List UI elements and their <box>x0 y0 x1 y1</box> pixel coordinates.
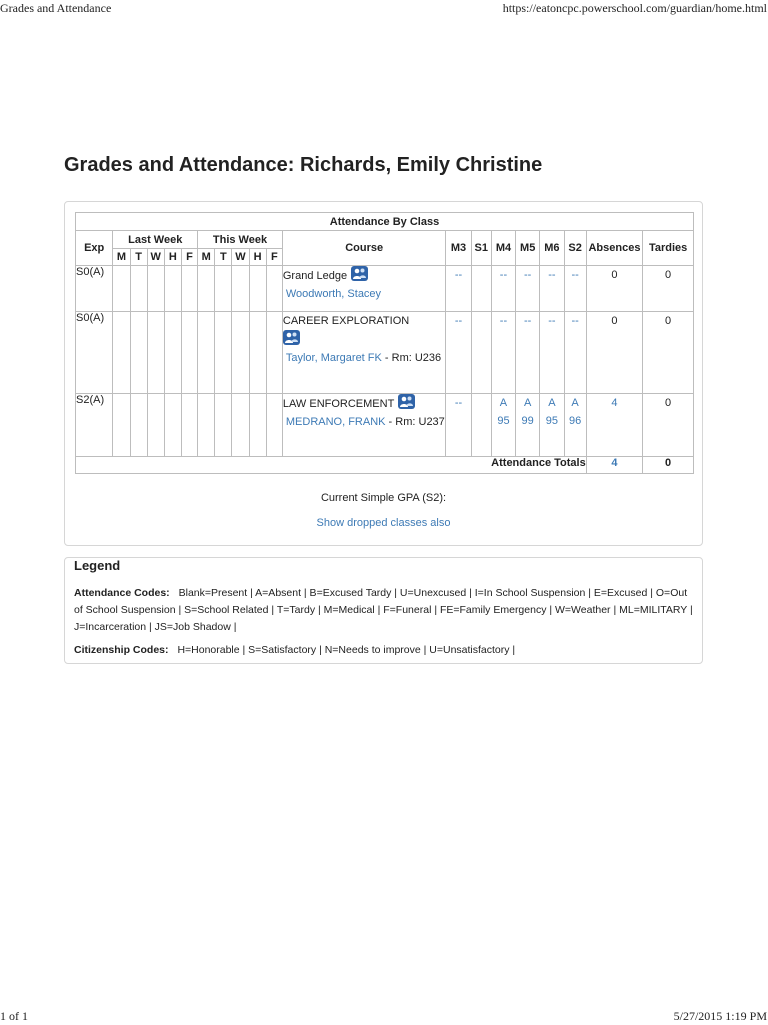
day-cell <box>249 394 266 457</box>
citizenship-codes <box>74 642 694 659</box>
grade-s2[interactable]: -- <box>564 266 586 312</box>
absences-cell: 0 <box>586 266 643 312</box>
header-m3: M3 <box>446 231 471 266</box>
total-absences[interactable]: 4 <box>586 457 643 474</box>
day-cell <box>164 266 181 312</box>
header-m4: M4 <box>491 231 515 266</box>
grade-percent: 95 <box>545 415 559 427</box>
day-cell <box>147 266 164 312</box>
day-header: H <box>164 249 181 266</box>
day-cell <box>130 312 147 394</box>
grade-letter: A <box>571 397 579 409</box>
grade-m5[interactable]: -- <box>516 266 540 312</box>
grade-m5[interactable]: -- <box>516 312 540 394</box>
grade-s2[interactable] <box>564 394 586 457</box>
print-footer-datetime: 5/27/2015 1:19 PM <box>673 1009 767 1023</box>
header-s1: S1 <box>471 231 491 266</box>
grade-s1 <box>471 312 491 394</box>
day-header: F <box>266 249 282 266</box>
teacher-email-icon[interactable] <box>283 330 300 345</box>
tardies-cell: 0 <box>643 312 694 394</box>
grade-m3[interactable]: -- <box>446 266 471 312</box>
header-m5: M5 <box>516 231 540 266</box>
citizenship-codes-text: H=Honorable | S=Satisfactory | N=Needs to improve | U=Unsatisfactory | <box>177 644 516 656</box>
day-cell <box>164 394 181 457</box>
day-cell <box>181 312 197 394</box>
grade-letter: A <box>524 397 532 409</box>
day-header: M <box>113 249 130 266</box>
table-row <box>76 266 694 312</box>
grade-m4[interactable] <box>491 394 515 457</box>
day-cell <box>249 312 266 394</box>
teacher-email-icon[interactable] <box>398 394 415 409</box>
exp-cell: S2(A) <box>76 394 113 457</box>
grade-letter: A <box>499 397 508 409</box>
teacher-link[interactable]: MEDRANO, FRANK <box>285 416 386 428</box>
grade-m3[interactable]: -- <box>446 312 471 394</box>
teacher-link[interactable]: Woodworth, Stacey <box>285 288 382 300</box>
course-name: Grand Ledge <box>282 270 348 282</box>
header-course: Course <box>282 231 446 266</box>
course-cell <box>282 394 446 457</box>
total-tardies: 0 <box>643 457 694 474</box>
print-footer <box>0 1009 768 1025</box>
day-cell <box>164 312 181 394</box>
absences-cell[interactable]: 4 <box>586 394 643 457</box>
day-cell <box>113 266 130 312</box>
grade-m6[interactable] <box>540 394 564 457</box>
grade-s1 <box>471 266 491 312</box>
day-cell <box>181 266 197 312</box>
exp-cell: S0(A) <box>76 266 113 312</box>
course-cell <box>282 266 446 312</box>
day-cell <box>147 394 164 457</box>
tardies-cell: 0 <box>643 266 694 312</box>
day-header: F <box>181 249 197 266</box>
course-name: CAREER EXPLORATION <box>282 315 410 327</box>
day-cell <box>266 266 282 312</box>
table-row <box>76 312 694 394</box>
grade-percent: 95 <box>497 415 510 427</box>
grade-letter: A <box>548 397 556 409</box>
day-cell <box>232 266 249 312</box>
header-tardies: Tardies <box>643 231 694 266</box>
day-cell <box>215 266 232 312</box>
attendance-codes-label: Attendance Codes: <box>74 587 170 599</box>
grade-m4[interactable]: -- <box>491 312 515 394</box>
day-cell <box>147 312 164 394</box>
grade-m3[interactable]: -- <box>446 394 471 457</box>
attendance-box <box>64 201 703 546</box>
show-dropped-link[interactable]: Show dropped classes also <box>316 517 451 529</box>
day-cell <box>198 394 215 457</box>
exp-cell: S0(A) <box>76 312 113 394</box>
day-cell <box>198 312 215 394</box>
totals-label: Attendance Totals <box>76 457 587 474</box>
day-header: T <box>130 249 147 266</box>
grade-m5[interactable] <box>516 394 540 457</box>
day-cell <box>130 266 147 312</box>
teacher-link[interactable]: Taylor, Margaret FK <box>285 352 382 364</box>
course-name: LAW ENFORCEMENT <box>282 398 395 410</box>
day-cell <box>181 394 197 457</box>
header-m6: M6 <box>540 231 564 266</box>
header-s2: S2 <box>564 231 586 266</box>
header-exp: Exp <box>76 231 113 266</box>
day-cell <box>232 394 249 457</box>
grade-m6[interactable]: -- <box>540 312 564 394</box>
grade-m4[interactable]: -- <box>491 266 515 312</box>
day-cell <box>113 312 130 394</box>
course-cell <box>282 312 446 394</box>
day-cell <box>215 394 232 457</box>
table-row <box>76 394 694 457</box>
attendance-codes-text: Blank=Present | A=Absent | B=Excused Tardy | U=Unexcused | I=In School Suspension | E=Excused | O=Out of School Suspension | S=School Related | T=Tardy | M=Medical | F=Funeral | FE=Family Emergency | W=Weather | ML=MILITARY | J=Incarceration | JS=Job Shadow | <box>74 587 693 633</box>
legend-box <box>64 557 703 664</box>
attendance-codes <box>74 585 694 636</box>
room-text: - Rm: U237 <box>385 416 445 428</box>
totals-row <box>76 457 694 474</box>
day-cell <box>130 394 147 457</box>
grade-percent: 99 <box>521 415 534 427</box>
header-last-week: Last Week <box>113 231 198 249</box>
page-title: Grades and Attendance: Richards, Emily Christine <box>64 154 543 176</box>
header-this-week: This Week <box>198 231 283 249</box>
room-text: - Rm: U236 <box>381 352 442 364</box>
print-header <box>0 1 768 17</box>
print-header-title: Grades and Attendance <box>0 1 112 15</box>
print-footer-page: 1 of 1 <box>0 1009 28 1023</box>
print-header-url: https://eatoncpc.powerschool.com/guardian/home.html <box>502 1 767 15</box>
grade-s1 <box>471 394 491 457</box>
day-cell <box>113 394 130 457</box>
day-cell <box>249 266 266 312</box>
absences-cell: 0 <box>586 312 643 394</box>
day-cell <box>232 312 249 394</box>
day-cell <box>266 312 282 394</box>
citizenship-codes-label: Citizenship Codes: <box>74 644 169 656</box>
attendance-table <box>75 212 694 474</box>
grade-percent: 96 <box>568 415 582 427</box>
gpa-label: Current Simple GPA (S2): <box>320 492 447 504</box>
teacher-email-icon[interactable] <box>351 266 368 281</box>
grade-s2[interactable]: -- <box>564 312 586 394</box>
day-header: M <box>198 249 215 266</box>
day-header: H <box>249 249 266 266</box>
grade-m6[interactable]: -- <box>540 266 564 312</box>
header-absences: Absences <box>586 231 643 266</box>
tardies-cell: 0 <box>643 394 694 457</box>
day-header: T <box>215 249 232 266</box>
legend-title: Legend <box>74 558 121 573</box>
day-cell <box>215 312 232 394</box>
day-cell <box>266 394 282 457</box>
day-header: W <box>232 249 249 266</box>
day-cell <box>198 266 215 312</box>
day-header: W <box>147 249 164 266</box>
table-caption: Attendance By Class <box>76 213 694 231</box>
